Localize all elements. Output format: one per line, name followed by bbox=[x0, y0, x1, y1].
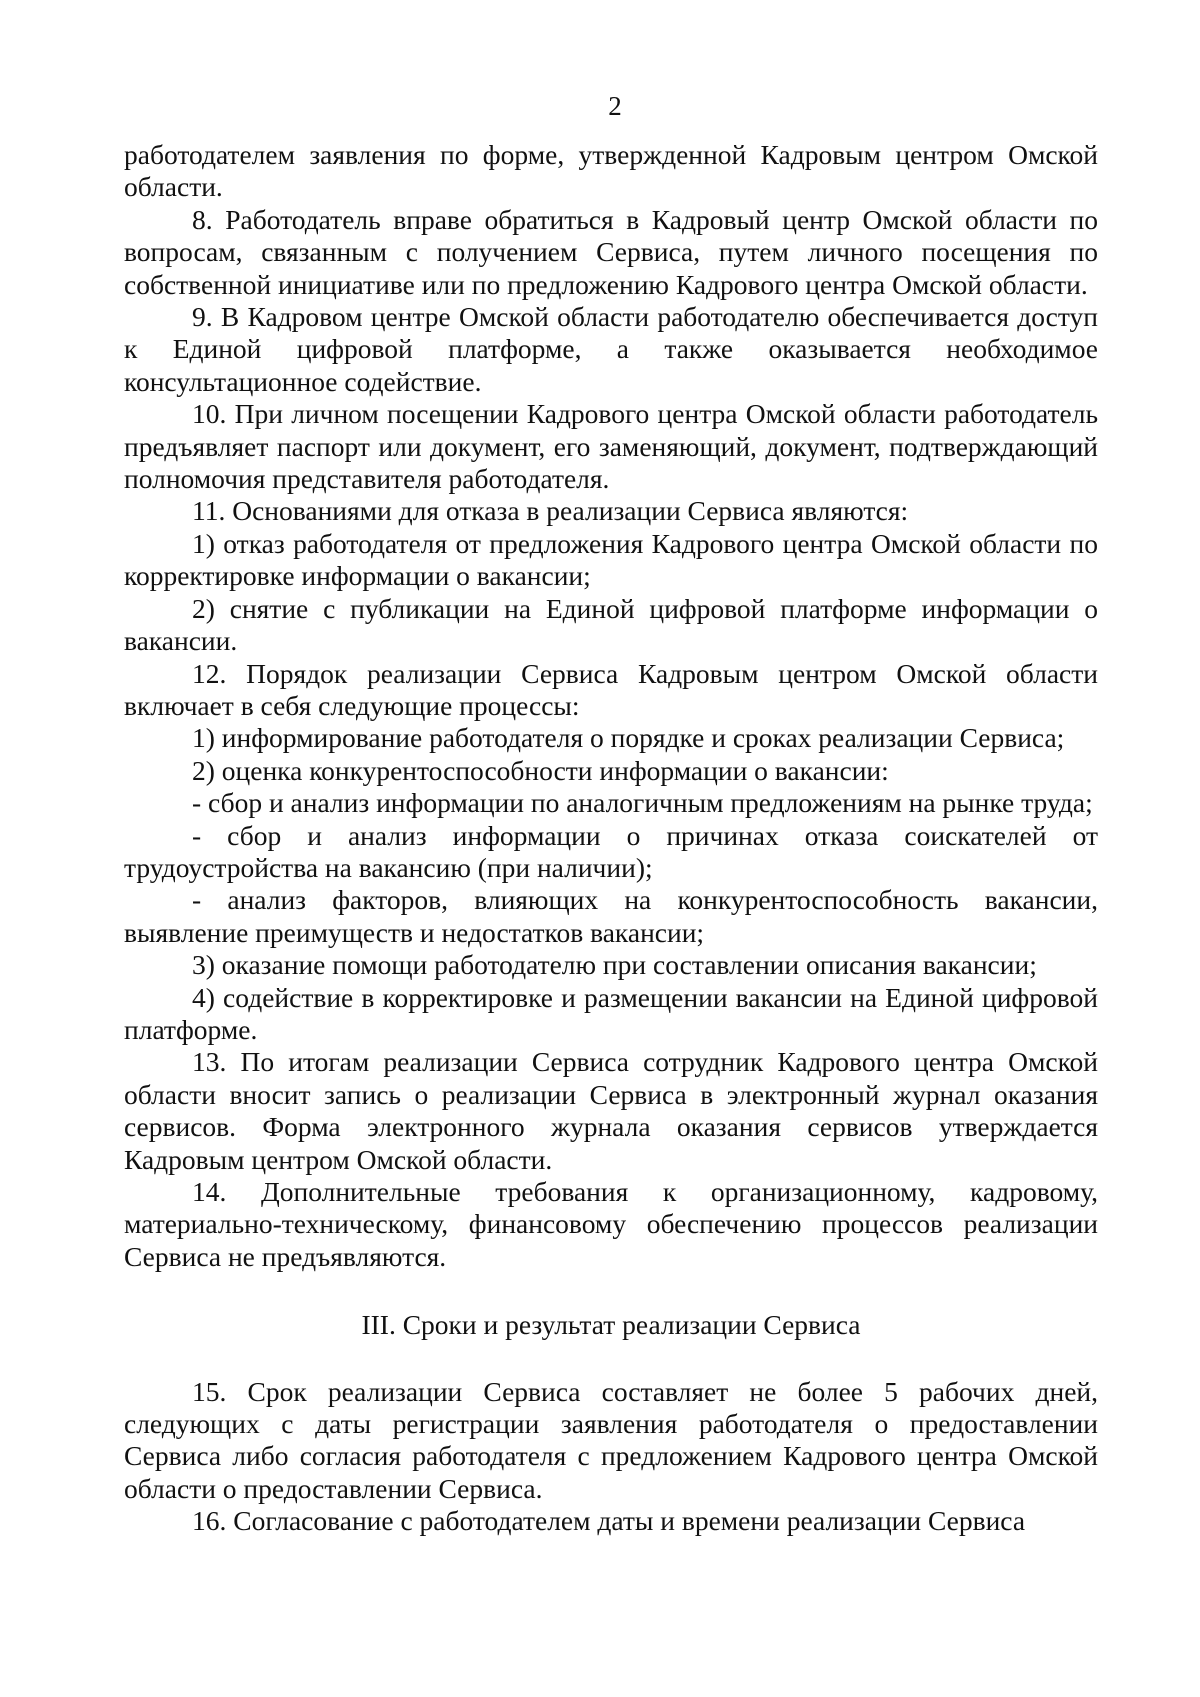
paragraph: 12. Порядок реализации Сервиса Кадровым центром Омской области включает в себя следующие процессы: bbox=[124, 657, 1098, 721]
list-item: 2) снятие с публикации на Единой цифровой платформе информации о вакансии. bbox=[124, 592, 1098, 657]
page-number: 2 bbox=[608, 91, 622, 121]
paragraph: 16. Согласование с работодателем даты и времени реализации Сервиса bbox=[192, 1505, 1026, 1537]
paragraph: 10. При личном посещении Кадрового центра Омской области работодатель предъявляет паспорт или документ, его заменяющий, документ, подтверждающий полномочия представителя работодателя. bbox=[124, 398, 1098, 495]
list-item: - сбор и анализ информации по аналогичным предложениям на рынке труда; bbox=[192, 787, 1093, 819]
list-item: 3) оказание помощи работодателю при составлении описания вакансии; bbox=[192, 949, 1037, 981]
section-heading: III. Сроки и результат реализации Сервиса bbox=[361, 1309, 861, 1341]
list-item: 1) отказ работодателя от предложения Кадрового центра Омской области по корректировке информации о вакансии; bbox=[124, 527, 1098, 592]
list-item: - анализ факторов, влияющих на конкурентоспособность вакансии, выявление преимуществ и недостатков вакансии; bbox=[124, 884, 1098, 948]
document-body bbox=[124, 139, 1098, 1538]
list-item: 1) информирование работодателя о порядке и сроках реализации Сервиса; bbox=[192, 722, 1065, 754]
list-item: - сбор и анализ информации о причинах отказа соискателей от трудоустройства на вакансию (при наличии); bbox=[124, 819, 1098, 883]
paragraph: 9. В Кадровом центре Омской области работодателю обеспечивается доступ к Единой цифровой платформе, а также оказывается необходимое консультационное содействие. bbox=[124, 301, 1098, 397]
paragraph: работодателем заявления по форме, утвержденной Кадровым центром Омской области. bbox=[124, 139, 1098, 203]
list-item: 4) содействие в корректировке и размещении вакансии на Единой цифровой платформе. bbox=[124, 981, 1098, 1045]
paragraph: 11. Основаниями для отказа в реализации Сервиса являются: bbox=[192, 495, 909, 527]
paragraph: 15. Срок реализации Сервиса составляет не более 5 рабочих дней, следующих с даты регистрации заявления работодателя о предоставлении Сервиса либо согласия работодателя с предложением Кадрового центра Омской области о предоставлении Сервиса. bbox=[124, 1375, 1098, 1504]
paragraph: 14. Дополнительные требования к организационному, кадровому, материально-техническому, финансовому обеспечению процессов реализации Сервиса не предъявляются. bbox=[124, 1176, 1098, 1272]
paragraph: 8. Работодатель вправе обратиться в Кадровый центр Омской области по вопросам, связанным с получением Сервиса, путем личного посещения по собственной инициативе или по предложению Кадрового центра Омской области. bbox=[124, 203, 1098, 300]
paragraph: 13. По итогам реализации Сервиса сотрудник Кадрового центра Омской области вносит запись о реализации Сервиса в электронный журнал оказания сервисов. Форма электронного журнала оказания сервисов утверждается Кадровым центром Омской области. bbox=[124, 1046, 1098, 1175]
list-item: 2) оценка конкурентоспособности информации о вакансии: bbox=[192, 754, 889, 786]
